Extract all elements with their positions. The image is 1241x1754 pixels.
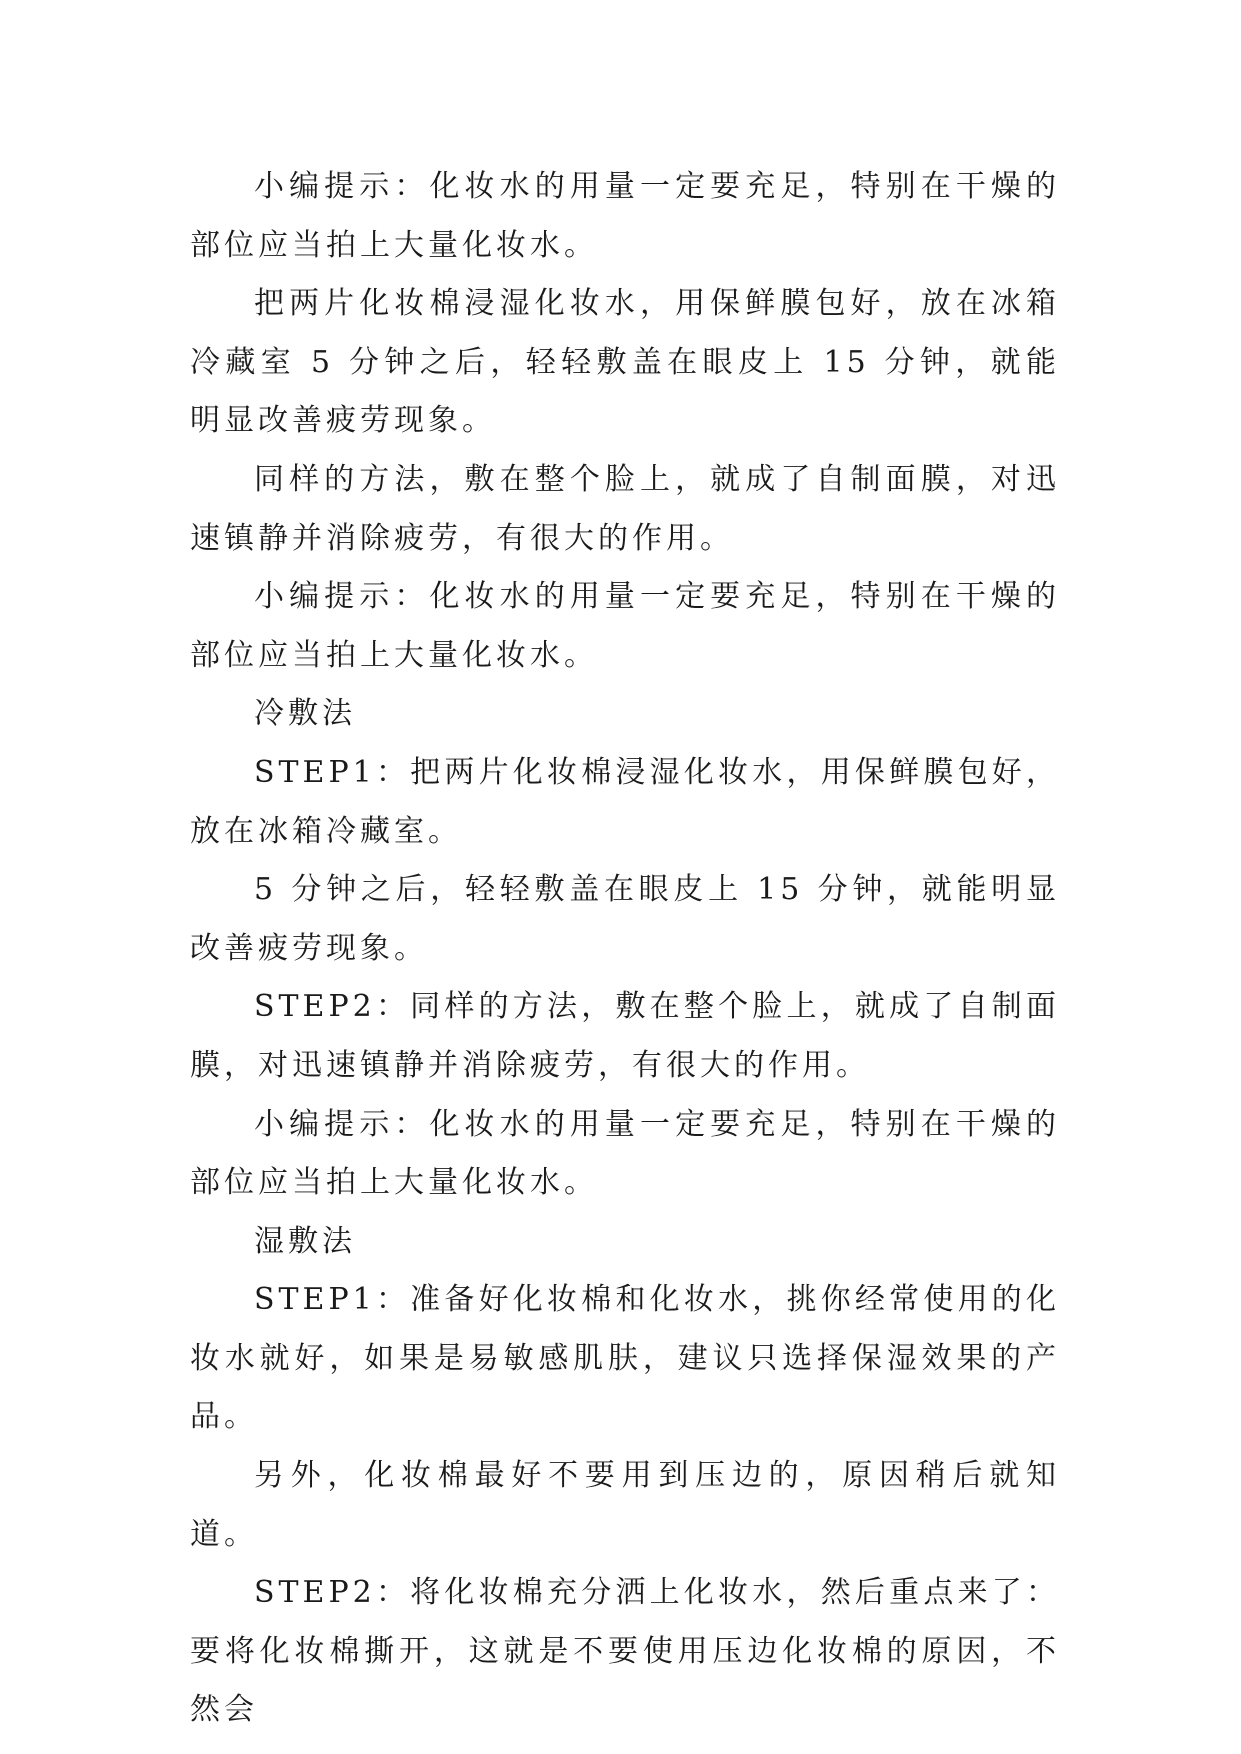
paragraph-tip-2: 小编提示：化妆水的用量一定要充足，特别在干燥的部位应当拍上大量化妆水。 <box>190 579 1060 673</box>
paragraph-wet-step2: STEP2：将化妆棉充分洒上化妆水，然后重点来了：要将化妆棉撕开，这就是不要使用压边化妆棉的原因，不然会 <box>190 1575 1060 1728</box>
paragraph-face-mask: 同样的方法，敷在整个脸上，就成了自制面膜，对迅速镇静并消除疲劳，有很大的作用。 <box>190 461 1060 556</box>
paragraph-tip-1: 小编提示：化妆水的用量一定要充足，特别在干燥的部位应当拍上大量化妆水。 <box>190 169 1060 263</box>
heading-wet-compress: 湿敷法 <box>254 1223 356 1259</box>
paragraph-wet-step1: STEP1：准备好化妆棉和化妆水，挑你经常使用的化妆水就好，如果是易敏感肌肤，建议只选择保湿效果的产品。 <box>190 1282 1060 1435</box>
paragraph-cold-step1: STEP1：把两片化妆棉浸湿化妆水，用保鲜膜包好，放在冰箱冷藏室。 <box>190 754 1060 849</box>
paragraph-cotton-method: 把两片化妆棉浸湿化妆水，用保鲜膜包好，放在冰箱冷藏室 5 分钟之后，轻轻敷盖在眼皮上 15 分钟，就能明显改善疲劳现象。 <box>190 286 1060 439</box>
paragraph-cold-step1-cont: 5 分钟之后，轻轻敷盖在眼皮上 15 分钟，就能明显改善疲劳现象。 <box>190 872 1060 966</box>
heading-cold-compress: 冷敷法 <box>254 696 356 732</box>
paragraph-cold-step2: STEP2：同样的方法，敷在整个脸上，就成了自制面膜，对迅速镇静并消除疲劳，有很大的作用。 <box>190 989 1060 1083</box>
document-body <box>190 158 1060 1740</box>
paragraph-wet-note: 另外，化妆棉最好不要用到压边的，原因稍后就知道。 <box>190 1458 1060 1552</box>
paragraph-tip-3: 小编提示：化妆水的用量一定要充足，特别在干燥的部位应当拍上大量化妆水。 <box>190 1106 1060 1201</box>
